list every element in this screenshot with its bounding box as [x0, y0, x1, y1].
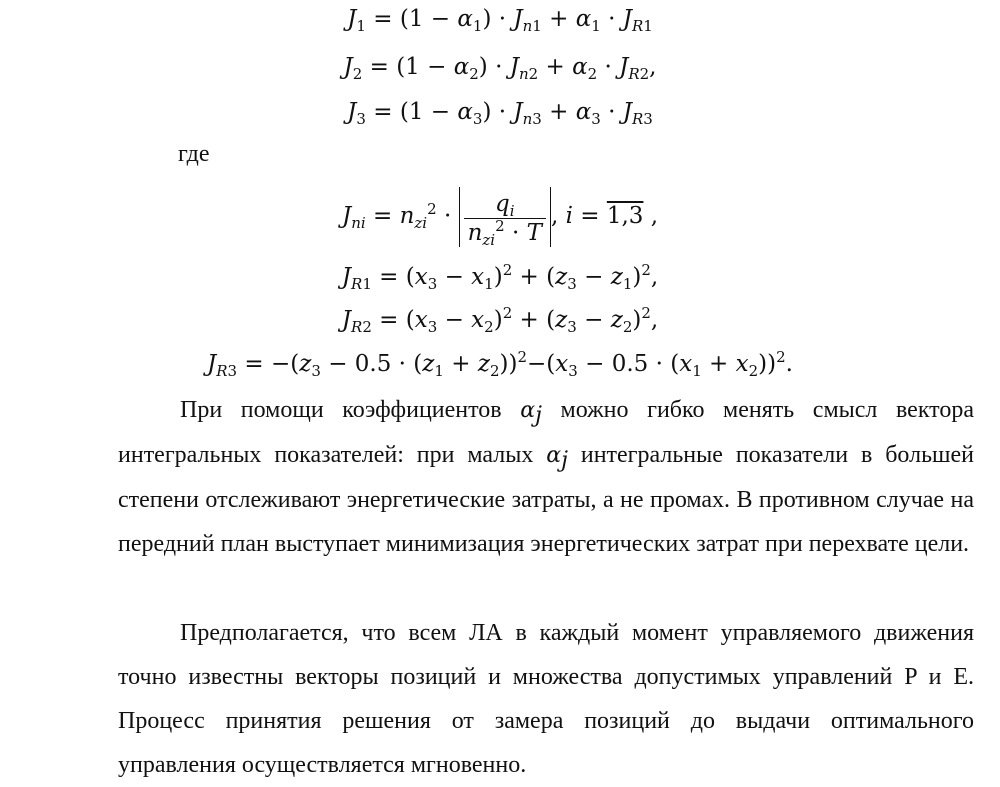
- equation-j2: $J_2 = (1 - \alpha_2) \cdot J_{n2} + \alpha_2 \cdot J_{R2}$,: [343, 54, 657, 83]
- paragraph-assumption: [118, 611, 974, 787]
- where-label: где: [178, 141, 210, 167]
- equation-jr2: $J_{R2} = (x_3 - x_2)^2 + (z_3 - z_2)^2$,: [341, 304, 659, 336]
- paragraph1-part1: При помощи коэффициентов: [180, 397, 521, 423]
- equation-j3: $J_3 = (1 - \alpha_3) \cdot J_{n3} + \alpha_3 \cdot J_{R3}$: [347, 99, 653, 128]
- paragraph1-part3: интегральные показатели в большей степени отслеживают энергетические затраты, а не промах. В противном случае на передний план выступает минимизация энергетических затрат при перехвате цели.: [118, 442, 974, 557]
- equation-j1: $J_1 = (1 - \alpha_1) \cdot J_{n1} + \alpha_1 \cdot J_{R1}$: [347, 6, 653, 35]
- paragraph1-part2: можно гибко менять смысл вектора интегральных показателей: при малых: [118, 397, 974, 468]
- paragraph2-text: Предполагается, что всем ЛА в каждый момент управляемого движения точно известны векторы позиций и множества допустимых управлений P и E. Процесс принятия решения от замера позиций до выдачи оптимального управления осуществляется мгновенно.: [118, 620, 974, 778]
- equation-jr3: $J_{R3} = -(z_3 - 0.5 \cdot (z_1 + z_2))^2-(x_3 - 0.5 \cdot (x_1 + x_2))^2$.: [207, 348, 793, 380]
- equation-jr1: $J_{R1} = (x_3 - x_1)^2 + (z_3 - z_1)^2$,: [341, 261, 659, 293]
- equation-jni: $J_{ni} = n_{zi}^2$ · $\frac{q_i}{n_{zi}^2 \cdot T}$ , i = 1,3 ,: [0, 186, 1000, 247]
- paragraph-coefficients: При помощи коэффициентов $\alpha_j$ можно гибко менять смысл вектора интегральных показателей: при малых $\alpha_j$ интегральные показатели в большей степени отслеживают энергетические затраты, а не промах. В противном случае на передний план выступает минимизация энергетических затрат при перехвате цели.: [118, 397, 974, 557]
